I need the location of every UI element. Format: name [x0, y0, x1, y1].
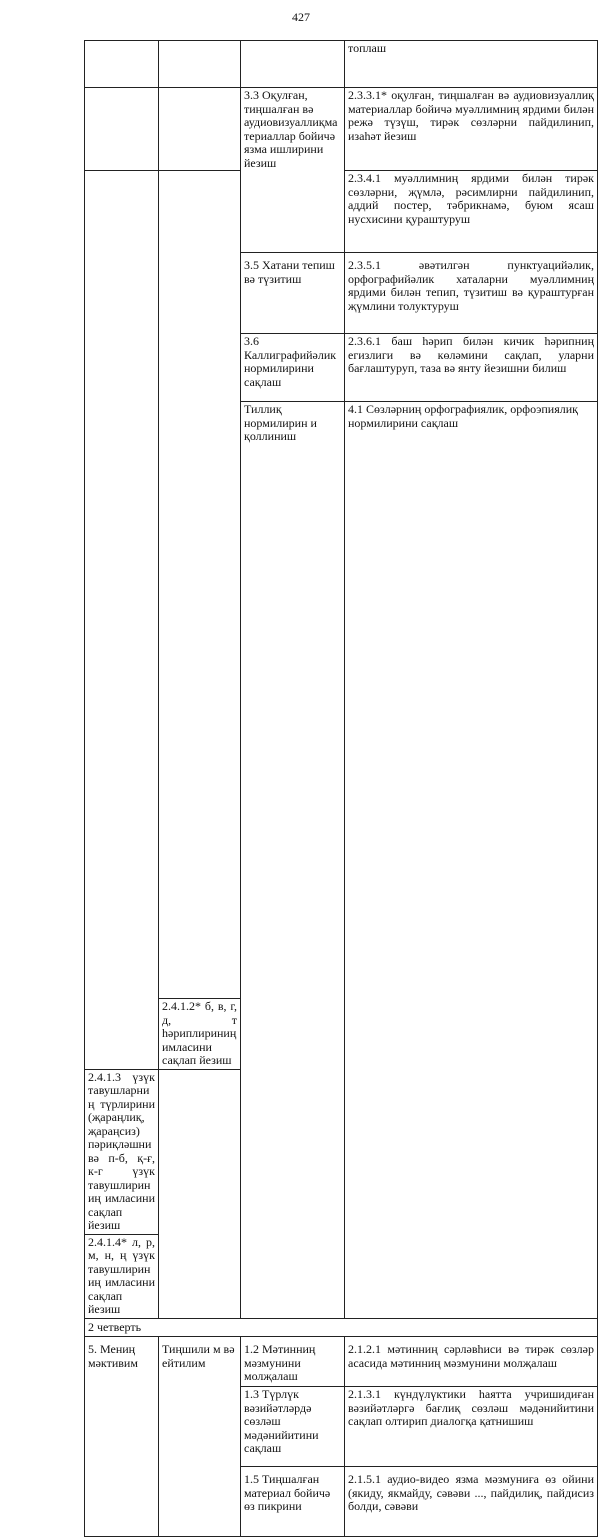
objective-cell-2-3-6-1: 2.3.6.1 баш һәрип билән кичик һәрипниң егизлиги вә көләмини сақлап, уларни бағлаштуруп, таза вә янту йезишни билиш — [345, 334, 598, 402]
quarter-label: 2 четверть — [85, 1318, 598, 1337]
topic-cell-1-3: 1.3 Түрлүк вәзийәтләрдә сөзләш мәдәнийитини сақлаш — [241, 1387, 345, 1467]
section-cell-empty — [85, 171, 159, 1070]
objective-cell-continuation: топлаш — [345, 41, 598, 88]
objective-cell-2-4-1-2: 2.4.1.2* б, в, г, д, т һәриплириниң имласини сақлап йезиш — [159, 999, 241, 1070]
topic-cell-4-1: 4.1 Сөзләрниң орфографиялик, орфоэпиялиқ нормилирини сақлаш — [345, 402, 598, 1319]
topic-cell-3-3: 3.3 Оқулған, тиңшалған вә аудиовизуаллиқматериаллар бойичә язма ишлирини йезиш — [241, 88, 345, 253]
skill-cell-empty — [159, 41, 241, 88]
skill-cell-language-norms: Тиллиқ нормилирин и қоллиниш — [241, 402, 345, 1319]
section-cell-empty — [85, 41, 159, 88]
topic-cell-1-5: 1.5 Тиңшалған материал бойичә өз пикрини — [241, 1467, 345, 1537]
objective-cell-2-4-1-4: 2.4.1.4* л, р, м, н, ң үзүк тавушлириниң имласини сақлап йезиш — [85, 1234, 159, 1318]
objective-cell-2-4-1-3: 2.4.1.3 үзүк тавушларниң түрлирини (җараңлиқ, җараңсиз) пәриқләшни вә п-б, қ-ғ, к-г үзүк тавушлириниң имласини сақлап йезиш — [85, 1069, 159, 1234]
topic-cell-3-6: 3.6 Каллиграфийәлик нормилирини сақлаш — [241, 334, 345, 402]
skill-cell-empty — [159, 88, 241, 171]
section-cell-5: 5. Мениң мәктивим — [85, 1337, 159, 1537]
objective-cell-2-3-4-1: 2.3.4.1 муәллимниң ярдими билән тирәк сөзләрни, җүмлә, рәсимлирни пайдилинип, аддий постер, тәбрикнамә, буюм ясаш нусхисини қураштуруш — [345, 171, 598, 253]
topic-cell-3-5: 3.5 Хатани тепиш вә түзитиш — [241, 253, 345, 334]
objective-cell-2-3-5-1: 2.3.5.1 әвәтилгән пунктуацийәлик, орфографийәлик хаталарни муәллимниң ярдими билән тепип, түзитиш вә қураштурған җүмлини толуктуруш — [345, 253, 598, 334]
skill-cell-listening: Тиңшили м вә ейтилим — [159, 1337, 241, 1537]
skill-cell-empty — [159, 171, 241, 999]
objective-cell-2-1-2-1: 2.1.2.1 мәтинниң сәрләвһиси вә тирәк сөзләр асасида мәтинниң мәзмунини молҗалаш — [345, 1337, 598, 1387]
objective-cell-2-3-3-1: 2.3.3.1* оқулған, тиңшалған вә аудиовизуаллиқ материаллар бойичә муәллимниң ярдими билән режә түзүш, тирәк сөзләрни пайдилинип, изаһәт йезиш — [345, 88, 598, 171]
section-cell-empty — [85, 88, 159, 171]
objective-cell-2-1-3-1: 2.1.3.1 күндүлүктики һаятта учришидиған вәзийәтләргә бағлиқ сөзләш мәдәнийитини сақлап олтирип диалогқа қатнишиш — [345, 1387, 598, 1467]
curriculum-table — [84, 40, 598, 1537]
page-number: 427 — [292, 10, 310, 24]
topic-cell-empty — [241, 41, 345, 88]
objective-cell-2-1-5-1: 2.1.5.1 аудио-видео язма мәзмуниға өз ойини (якиду, якмайду, сәвәви ..., пайдилиқ, пайдисиз болди, сәвәви — [345, 1467, 598, 1537]
topic-cell-1-2: 1.2 Мәтинниң мәзмунини молҗалаш — [241, 1337, 345, 1387]
